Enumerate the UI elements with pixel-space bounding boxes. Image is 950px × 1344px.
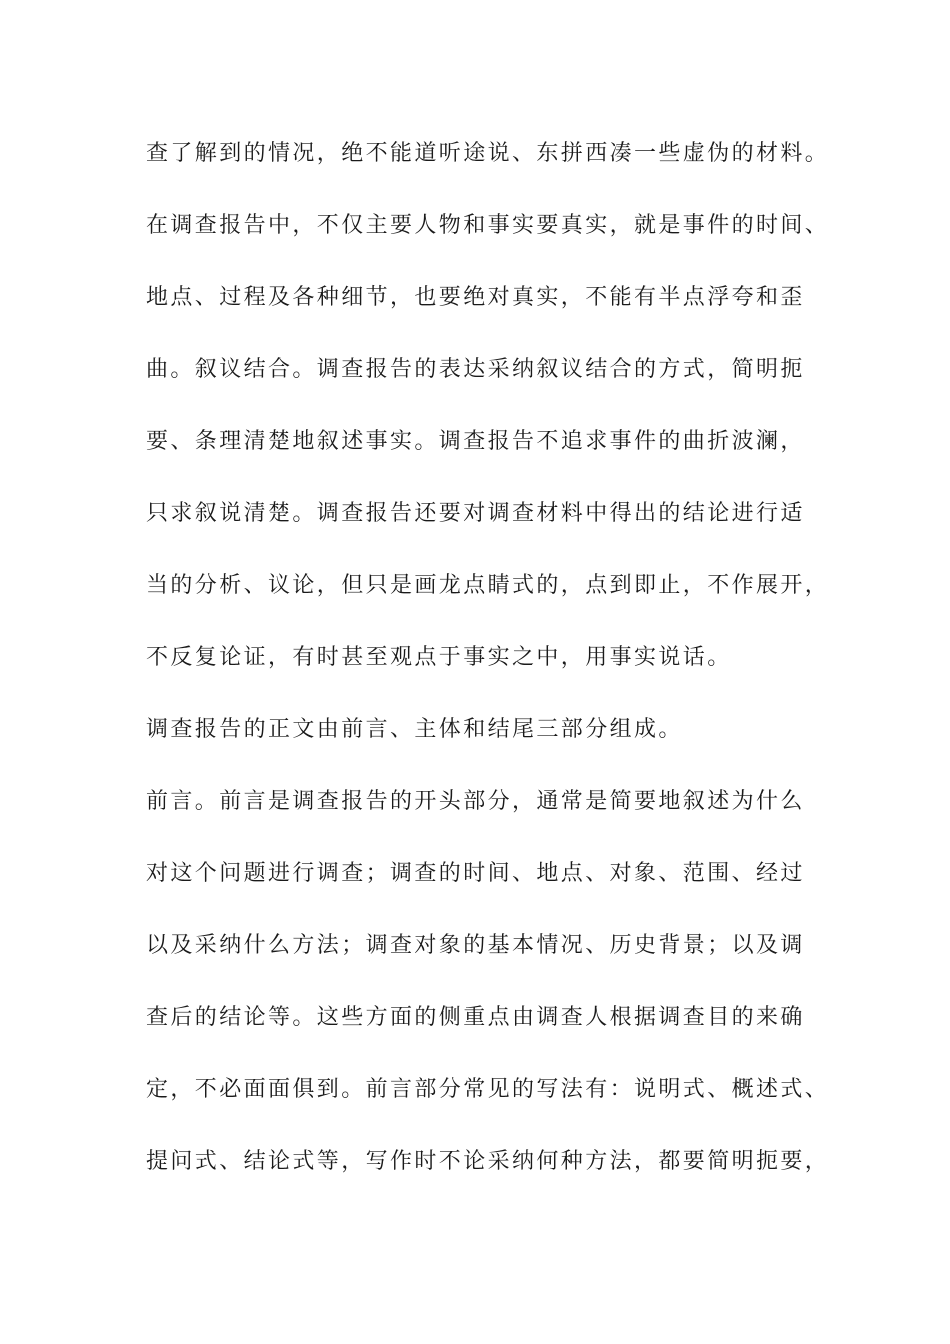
text-line: 前言。前言是调查报告的开头部分，通常是简要地叙述为什么 <box>146 789 805 814</box>
text-line: 提问式、结论式等，写作时不论采纳何种方法，都要简明扼要， <box>146 1149 830 1174</box>
text-line: 地点、过程及各种细节，也要绝对真实，不能有半点浮夸和歪 <box>146 285 805 310</box>
text-line: 调查报告的正文由前言、主体和结尾三部分组成。 <box>146 717 683 742</box>
text-line: 查了解到的情况，绝不能道听途说、东拼西凑一些虚伪的材料。 <box>146 141 830 166</box>
text-line: 查后的结论等。这些方面的侧重点由调查人根据调查目的来确 <box>146 1005 805 1030</box>
text-line: 不反复论证，有时甚至观点于事实之中，用事实说话。 <box>146 645 732 670</box>
text-line: 要、条理清楚地叙述事实。调查报告不追求事件的曲折波澜， <box>146 429 805 454</box>
text-line: 对这个问题进行调查；调查的时间、地点、对象、范围、经过 <box>146 861 805 886</box>
text-line: 定，不必面面俱到。前言部分常见的写法有：说明式、概述式、 <box>146 1077 830 1102</box>
text-line: 只求叙说清楚。调查报告还要对调查材料中得出的结论进行适 <box>146 501 805 526</box>
text-line: 曲。叙议结合。调查报告的表达采纳叙议结合的方式，简明扼 <box>146 357 805 382</box>
text-line: 以及采纳什么方法；调查对象的基本情况、历史背景；以及调 <box>146 933 805 958</box>
text-line: 在调查报告中，不仅主要人物和事实要真实，就是事件的时间、 <box>146 213 830 238</box>
text-line: 当的分析、议论，但只是画龙点睛式的，点到即止，不作展开， <box>146 573 830 598</box>
